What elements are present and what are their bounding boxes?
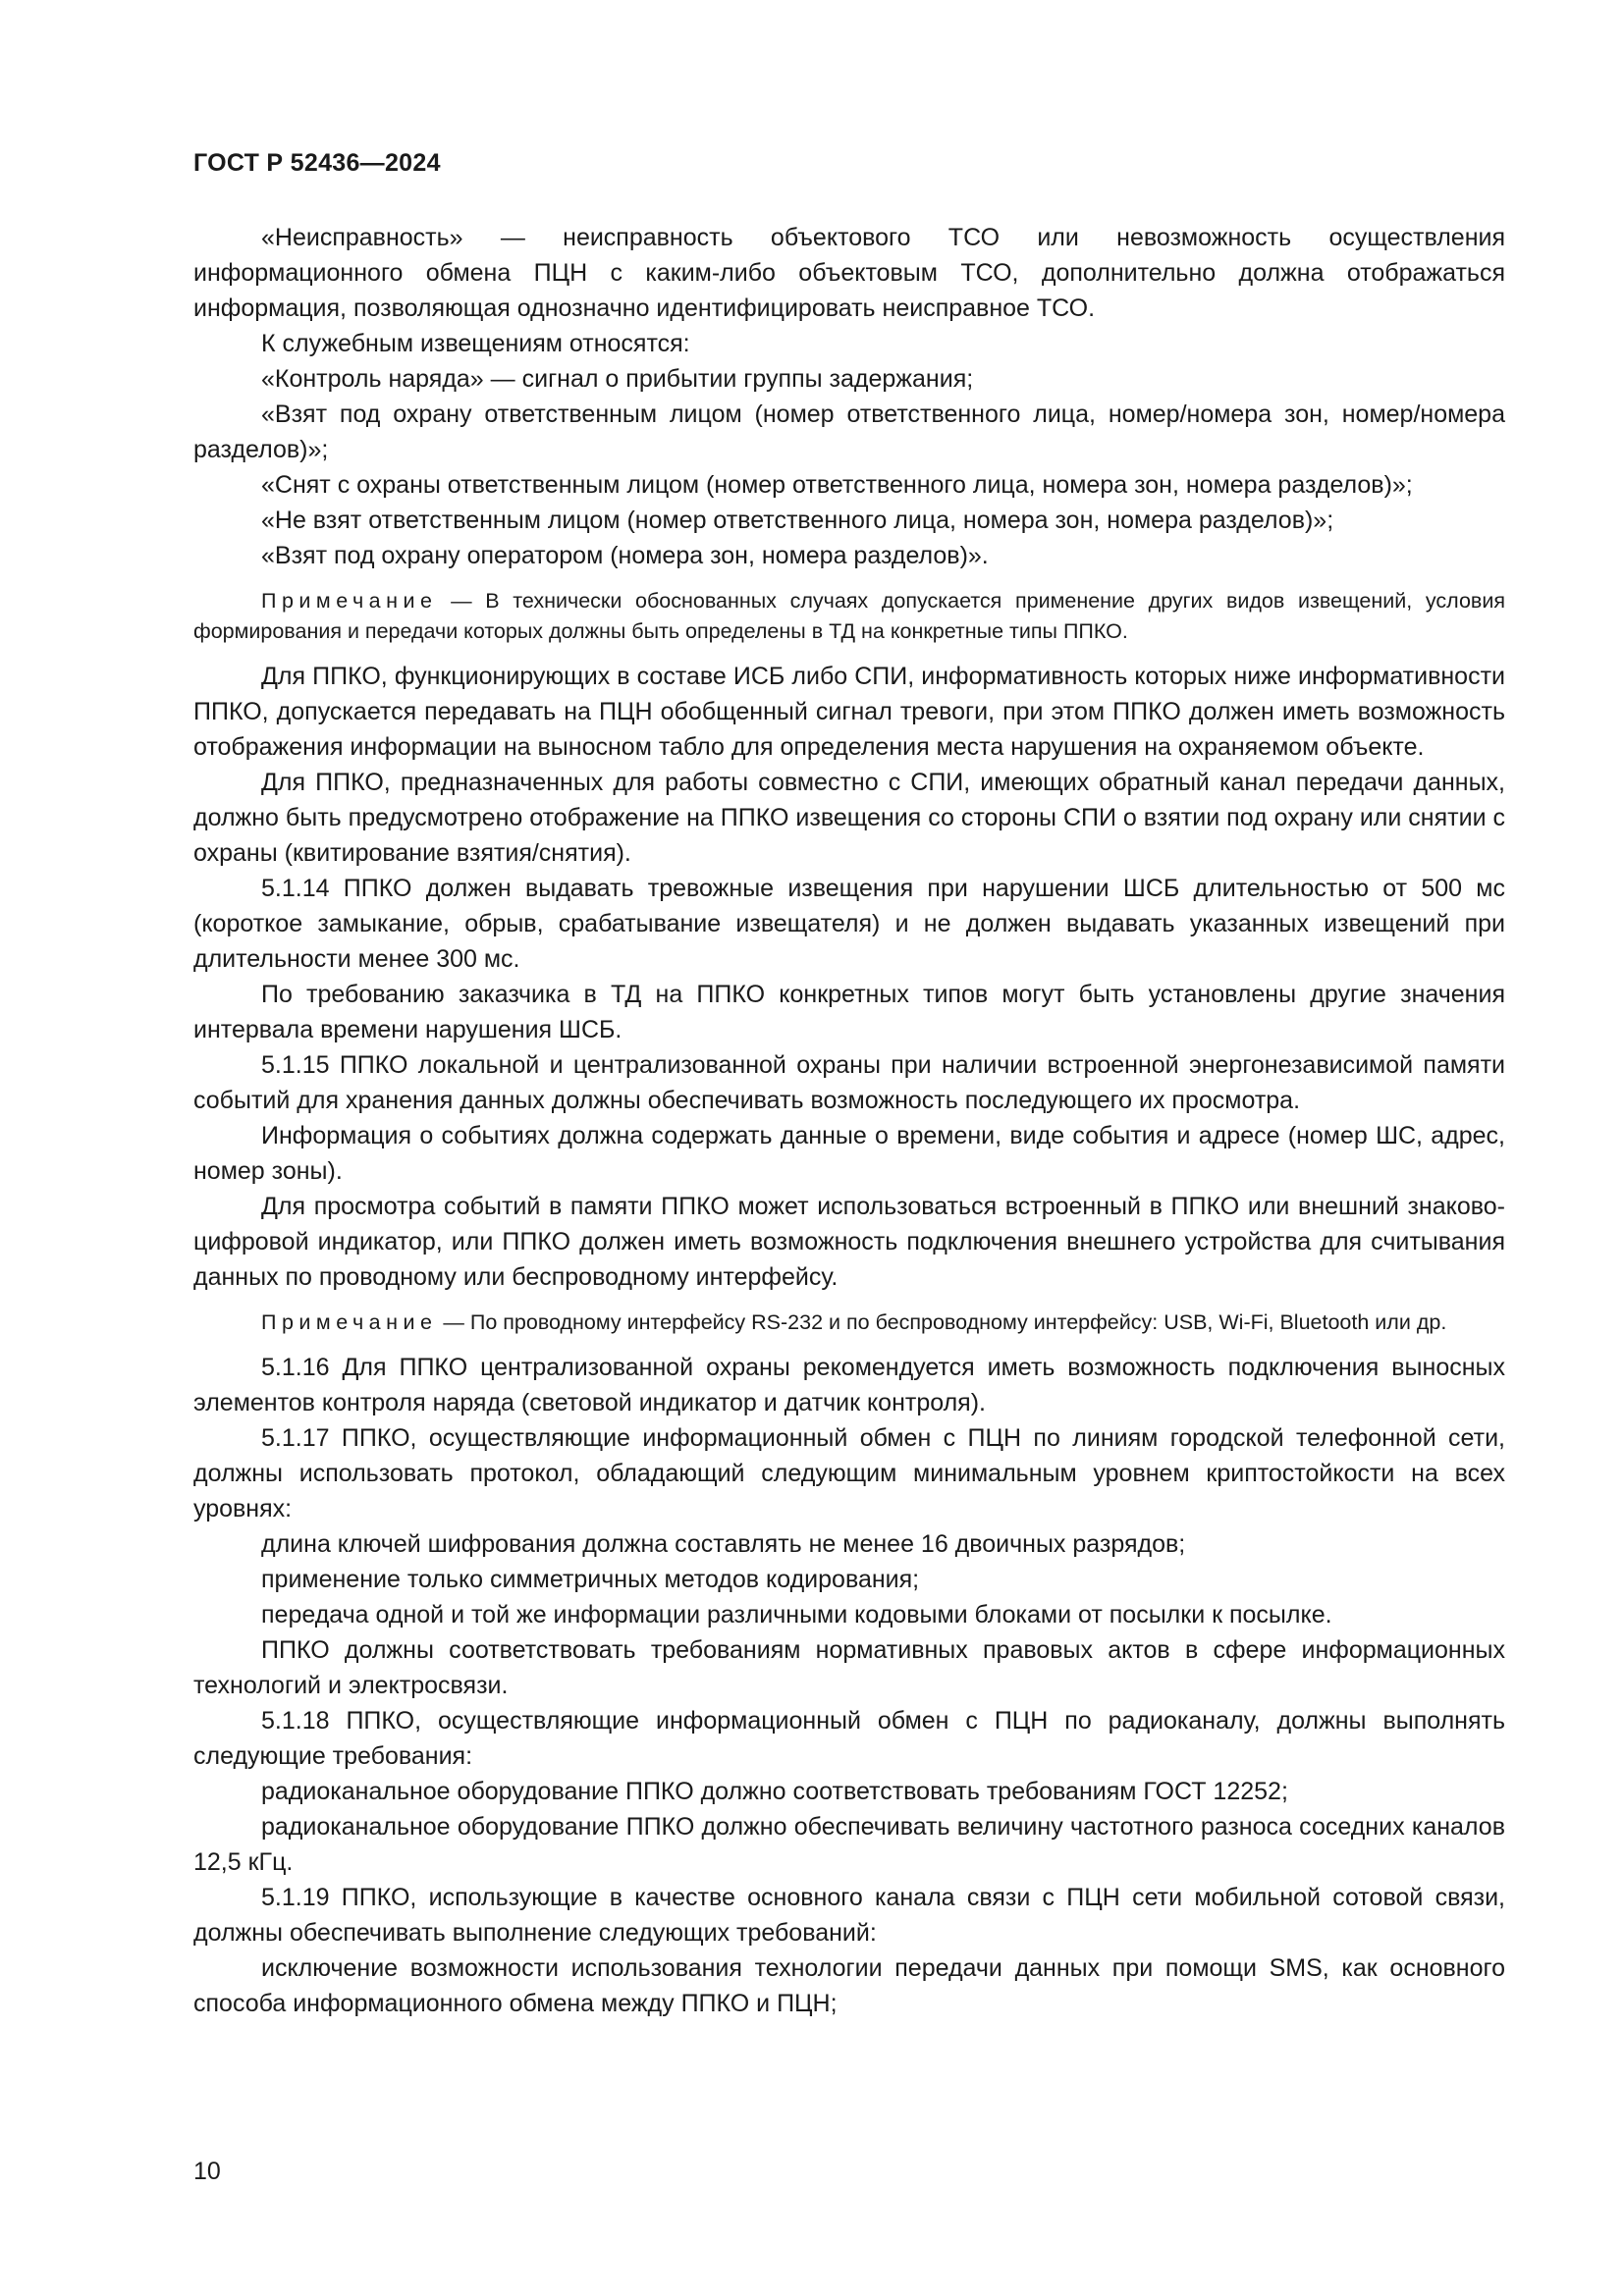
body-paragraph: «Контроль наряда» — сигнал о прибытии группы задержания;	[261, 365, 974, 393]
note-text: — В технически обоснованных случаях допускается применение других видов извещений, условия формирования и передачи которых должны быть определены в ТД на конкретные типы ППКО.	[193, 589, 1505, 643]
body-paragraph: 5.1.16 Для ППКО централизованной охраны рекомендуется иметь возможность подключения выносных элементов контроля наряда (световой индикатор и датчик контроля).	[193, 1354, 1505, 1416]
body-paragraph: «Взят под охрану ответственным лицом (номер ответственного лица, номер/номера зон, номер/номера разделов)»;	[193, 400, 1505, 463]
body-paragraph: 5.1.15 ППКО локальной и централизованной охраны при наличии встроенной энергонезависимой памяти событий для хранения данных должны обеспечивать возможность последующего их просмотра.	[193, 1051, 1505, 1114]
body-paragraph: Для просмотра событий в памяти ППКО может использоваться встроенный в ППКО или внешний знаково-цифровой индикатор, или ППКО должен иметь возможность подключения внешнего устройства для считывания данных по проводному или беспроводному интерфейсу.	[193, 1193, 1505, 1291]
body-paragraph: 5.1.14 ППКО должен выдавать тревожные извещения при нарушении ШСБ длительностью от 500 мс (короткое замыкание, обрыв, срабатывание извещателя) и не должен выдавать указанных извещений при длительности менее 300 мс.	[193, 875, 1505, 973]
note-label: Примечание	[261, 1310, 438, 1334]
body-paragraph: применение только симметричных методов кодирования;	[261, 1566, 920, 1593]
body-paragraph: ППКО должны соответствовать требованиям нормативных правовых актов в сфере информационных технологий и электросвязи.	[193, 1636, 1505, 1699]
body-paragraph: радиоканальное оборудование ППКО должно обеспечивать величину частотного разноса соседних каналов 12,5 кГц.	[193, 1813, 1505, 1876]
note-text: — По проводному интерфейсу RS-232 и по беспроводному интерфейсу: USB, Wi-Fi, Bluetooth или др.	[437, 1310, 1447, 1334]
body-paragraph: «Не взят ответственным лицом (номер ответственного лица, номера зон, номера разделов)»;	[261, 507, 1334, 534]
body-paragraph: длина ключей шифрования должна составлять не менее 16 двоичных разрядов;	[261, 1530, 1186, 1558]
body-paragraph: 5.1.18 ППКО, осуществляющие информационный обмен с ПЦН по радиоканалу, должны выполнять следующие требования:	[193, 1707, 1505, 1770]
body-paragraph: «Неисправность» — неисправность объектового ТСО или невозможность осуществления информационного обмена ПЦН с каким-либо объектовым ТСО, дополнительно должна отображаться информация, позволяющая однозначно идентифицировать неисправное ТСО.	[193, 224, 1505, 322]
page-number: 10	[193, 2158, 221, 2185]
body-paragraph: передача одной и той же информации различными кодовыми блоками от посылки к посылке.	[261, 1601, 1332, 1629]
body-paragraph: исключение возможности использования технологии передачи данных при помощи SMS, как основного способа информационного обмена между ППКО и ПЦН;	[193, 1954, 1505, 2017]
body-paragraph: Для ППКО, функционирующих в составе ИСБ либо СПИ, информативность которых ниже информативности ППКО, допускается передавать на ПЦН обобщенный сигнал тревоги, при этом ППКО должен иметь возможность отображения информации на выносном табло для определения места нарушения на охраняемом объекте.	[193, 663, 1505, 761]
body-paragraph: 5.1.19 ППКО, использующие в качестве основного канала связи с ПЦН сети мобильной сотовой связи, должны обеспечивать выполнение следующих требований:	[193, 1884, 1505, 1947]
note-paragraph	[193, 1308, 1505, 1338]
body-paragraph: 5.1.17 ППКО, осуществляющие информационный обмен с ПЦН по линиям городской телефонной сети, должны использовать протокол, обладающий следующим минимальным уровнем криптостойкости на всех уровнях:	[193, 1424, 1505, 1522]
body-paragraph: По требованию заказчика в ТД на ППКО конкретных типов могут быть установлены другие значения интервала времени нарушения ШСБ.	[193, 981, 1505, 1043]
note-label: Примечание	[261, 589, 438, 613]
body-paragraph: Для ППКО, предназначенных для работы совместно с СПИ, имеющих обратный канал передачи данных, должно быть предусмотрено отображение на ППКО извещения со стороны СПИ о взятии под охрану или снятии с охраны (квитирование взятия/снятия).	[193, 769, 1505, 867]
body-paragraph: «Снят с охраны ответственным лицом (номер ответственного лица, номера зон, номера разделов)»;	[261, 471, 1413, 499]
document-body	[193, 220, 1505, 2021]
document-header: ГОСТ Р 52436—2024	[193, 149, 441, 177]
body-paragraph: К служебным извещениям относятся:	[261, 330, 690, 357]
body-paragraph: Информация о событиях должна содержать данные о времени, виде события и адресе (номер ШС, адрес, номер зоны).	[193, 1122, 1505, 1185]
body-paragraph: радиоканальное оборудование ППКО должно соответствовать требованиям ГОСТ 12252;	[261, 1778, 1288, 1805]
body-paragraph: «Взят под охрану оператором (номера зон, номера разделов)».	[261, 542, 989, 569]
note-paragraph	[193, 586, 1505, 647]
